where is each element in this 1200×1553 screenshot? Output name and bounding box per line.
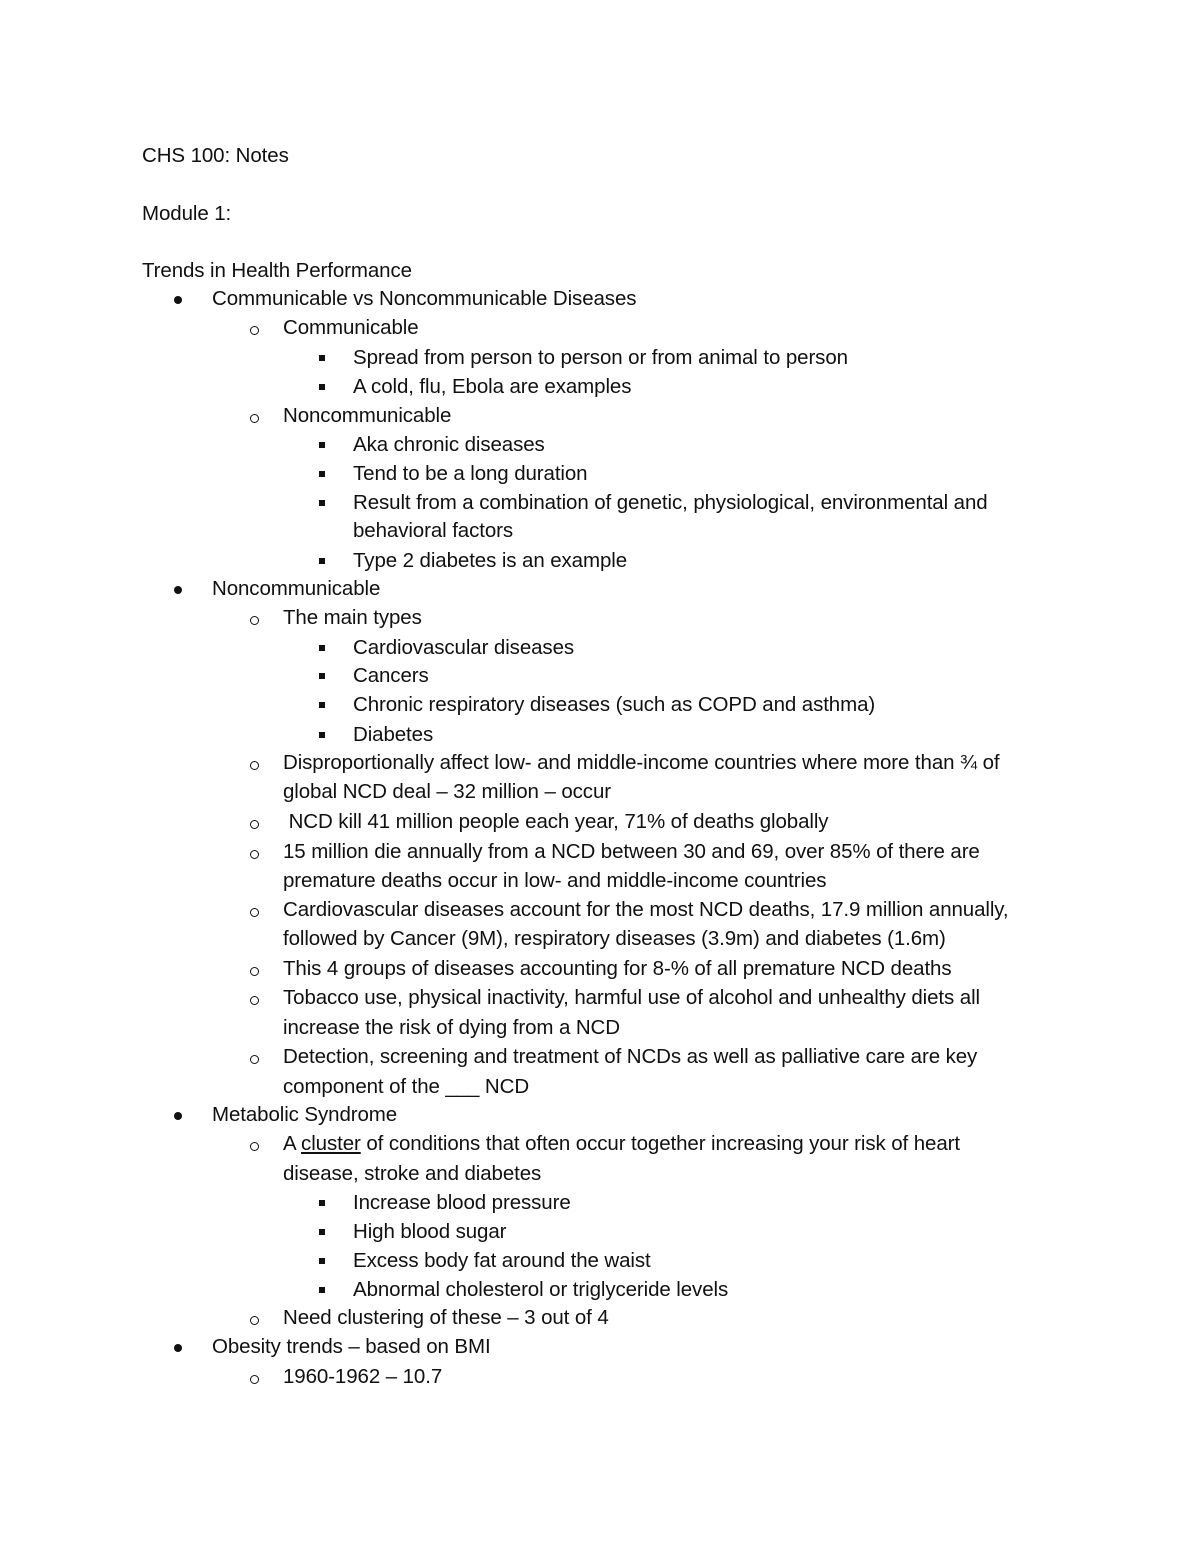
list-item-level-3: Abnormal cholesterol or triglyceride levels — [353, 1278, 729, 1301]
list-item-continuation: global NCD deal – 32 million – occur — [283, 780, 611, 803]
list-item-continuation: followed by Cancer (9M), respiratory diseases (3.9m) and diabetes (1.6m) — [283, 927, 946, 950]
list-item-level-2: The main types — [283, 606, 422, 629]
section-heading: Trends in Health Performance — [142, 259, 412, 282]
list-item-level-2: NCD kill 41 million people each year, 71% of deaths globally — [283, 810, 829, 833]
list-item-level-2: Communicable — [283, 316, 419, 339]
list-item-continuation: disease, stroke and diabetes — [283, 1162, 542, 1185]
bullet-square-icon — [319, 384, 325, 390]
bullet-square-icon — [319, 500, 325, 506]
list-item-level-1: Noncommunicable — [212, 577, 381, 600]
bullet-disc-icon — [174, 296, 182, 304]
list-item-level-3: Result from a combination of genetic, physiological, environmental and — [353, 491, 988, 514]
list-item-level-3: Type 2 diabetes is an example — [353, 549, 628, 572]
list-item-level-3: A cold, flu, Ebola are examples — [353, 375, 632, 398]
bullet-disc-icon — [174, 1344, 182, 1352]
list-item-level-2: 1960-1962 – 10.7 — [283, 1365, 443, 1388]
document-title: CHS 100: Notes — [142, 144, 289, 167]
list-item-level-3: Increase blood pressure — [353, 1191, 571, 1214]
list-item-level-3: Excess body fat around the waist — [353, 1249, 651, 1272]
bullet-square-icon — [319, 673, 325, 679]
list-item-level-3: Cardiovascular diseases — [353, 636, 575, 659]
list-item-continuation: premature deaths occur in low- and middle-income countries — [283, 869, 827, 892]
bullet-circle-icon — [250, 1055, 259, 1064]
list-item-level-3: Tend to be a long duration — [353, 462, 588, 485]
list-item-level-2: Need clustering of these – 3 out of 4 — [283, 1306, 609, 1329]
bullet-disc-icon — [174, 586, 182, 594]
list-item-continuation: increase the risk of dying from a NCD — [283, 1016, 620, 1039]
bullet-circle-icon — [250, 414, 259, 423]
underlined-term: cluster — [301, 1132, 361, 1155]
list-item-level-3: Chronic respiratory diseases (such as COPD and asthma) — [353, 693, 876, 716]
list-item-level-2: Noncommunicable — [283, 404, 452, 427]
bullet-square-icon — [319, 442, 325, 448]
list-item-level-3: Cancers — [353, 664, 429, 687]
list-item-level-1: Obesity trends – based on BMI — [212, 1335, 491, 1358]
bullet-circle-icon — [250, 616, 259, 625]
bullet-disc-icon — [174, 1112, 182, 1120]
bullet-circle-icon — [250, 1316, 259, 1325]
bullet-circle-icon — [250, 967, 259, 976]
bullet-square-icon — [319, 732, 325, 738]
bullet-square-icon — [319, 471, 325, 477]
bullet-circle-icon — [250, 1142, 259, 1151]
list-item-prefix: A — [283, 1132, 302, 1155]
bullet-circle-icon — [250, 996, 259, 1005]
bullet-square-icon — [319, 1229, 325, 1235]
list-item-level-1: Communicable vs Noncommunicable Diseases — [212, 287, 637, 310]
list-item-level-2: 15 million die annually from a NCD between 30 and 69, over 85% of there are — [283, 840, 980, 863]
bullet-square-icon — [319, 645, 325, 651]
bullet-square-icon — [319, 1287, 325, 1293]
bullet-circle-icon — [250, 761, 259, 770]
bullet-circle-icon — [250, 820, 259, 829]
bullet-square-icon — [319, 702, 325, 708]
bullet-circle-icon — [250, 908, 259, 917]
list-item-level-2: Cardiovascular diseases account for the most NCD deaths, 17.9 million annually, — [283, 898, 1009, 921]
list-item-level-3: Diabetes — [353, 723, 434, 746]
bullet-circle-icon — [250, 1375, 259, 1384]
list-item-continuation: component of the ___ NCD — [283, 1075, 530, 1098]
list-item-level-3: High blood sugar — [353, 1220, 507, 1243]
bullet-square-icon — [319, 355, 325, 361]
list-item-text: of conditions that often occur together increasing your risk of heart — [360, 1132, 960, 1155]
bullet-circle-icon — [250, 326, 259, 335]
bullet-circle-icon — [250, 850, 259, 859]
module-heading: Module 1: — [142, 202, 232, 225]
list-item-continuation: behavioral factors — [353, 519, 514, 542]
list-item-level-2: This 4 groups of diseases accounting for 8-% of all premature NCD deaths — [283, 957, 952, 980]
list-item-level-1: Metabolic Syndrome — [212, 1103, 398, 1126]
list-item-level-3: Spread from person to person or from animal to person — [353, 346, 848, 369]
bullet-square-icon — [319, 1258, 325, 1264]
bullet-square-icon — [319, 1200, 325, 1206]
list-item-level-3: Aka chronic diseases — [353, 433, 545, 456]
list-item-level-2: Disproportionally affect low- and middle-income countries where more than ¾ of — [283, 751, 1000, 774]
list-item-level-2 — [283, 1131, 960, 1157]
list-item-level-2: Tobacco use, physical inactivity, harmful use of alcohol and unhealthy diets all — [283, 986, 980, 1009]
bullet-square-icon — [319, 558, 325, 564]
list-item-level-2: Detection, screening and treatment of NCDs as well as palliative care are key — [283, 1045, 978, 1068]
